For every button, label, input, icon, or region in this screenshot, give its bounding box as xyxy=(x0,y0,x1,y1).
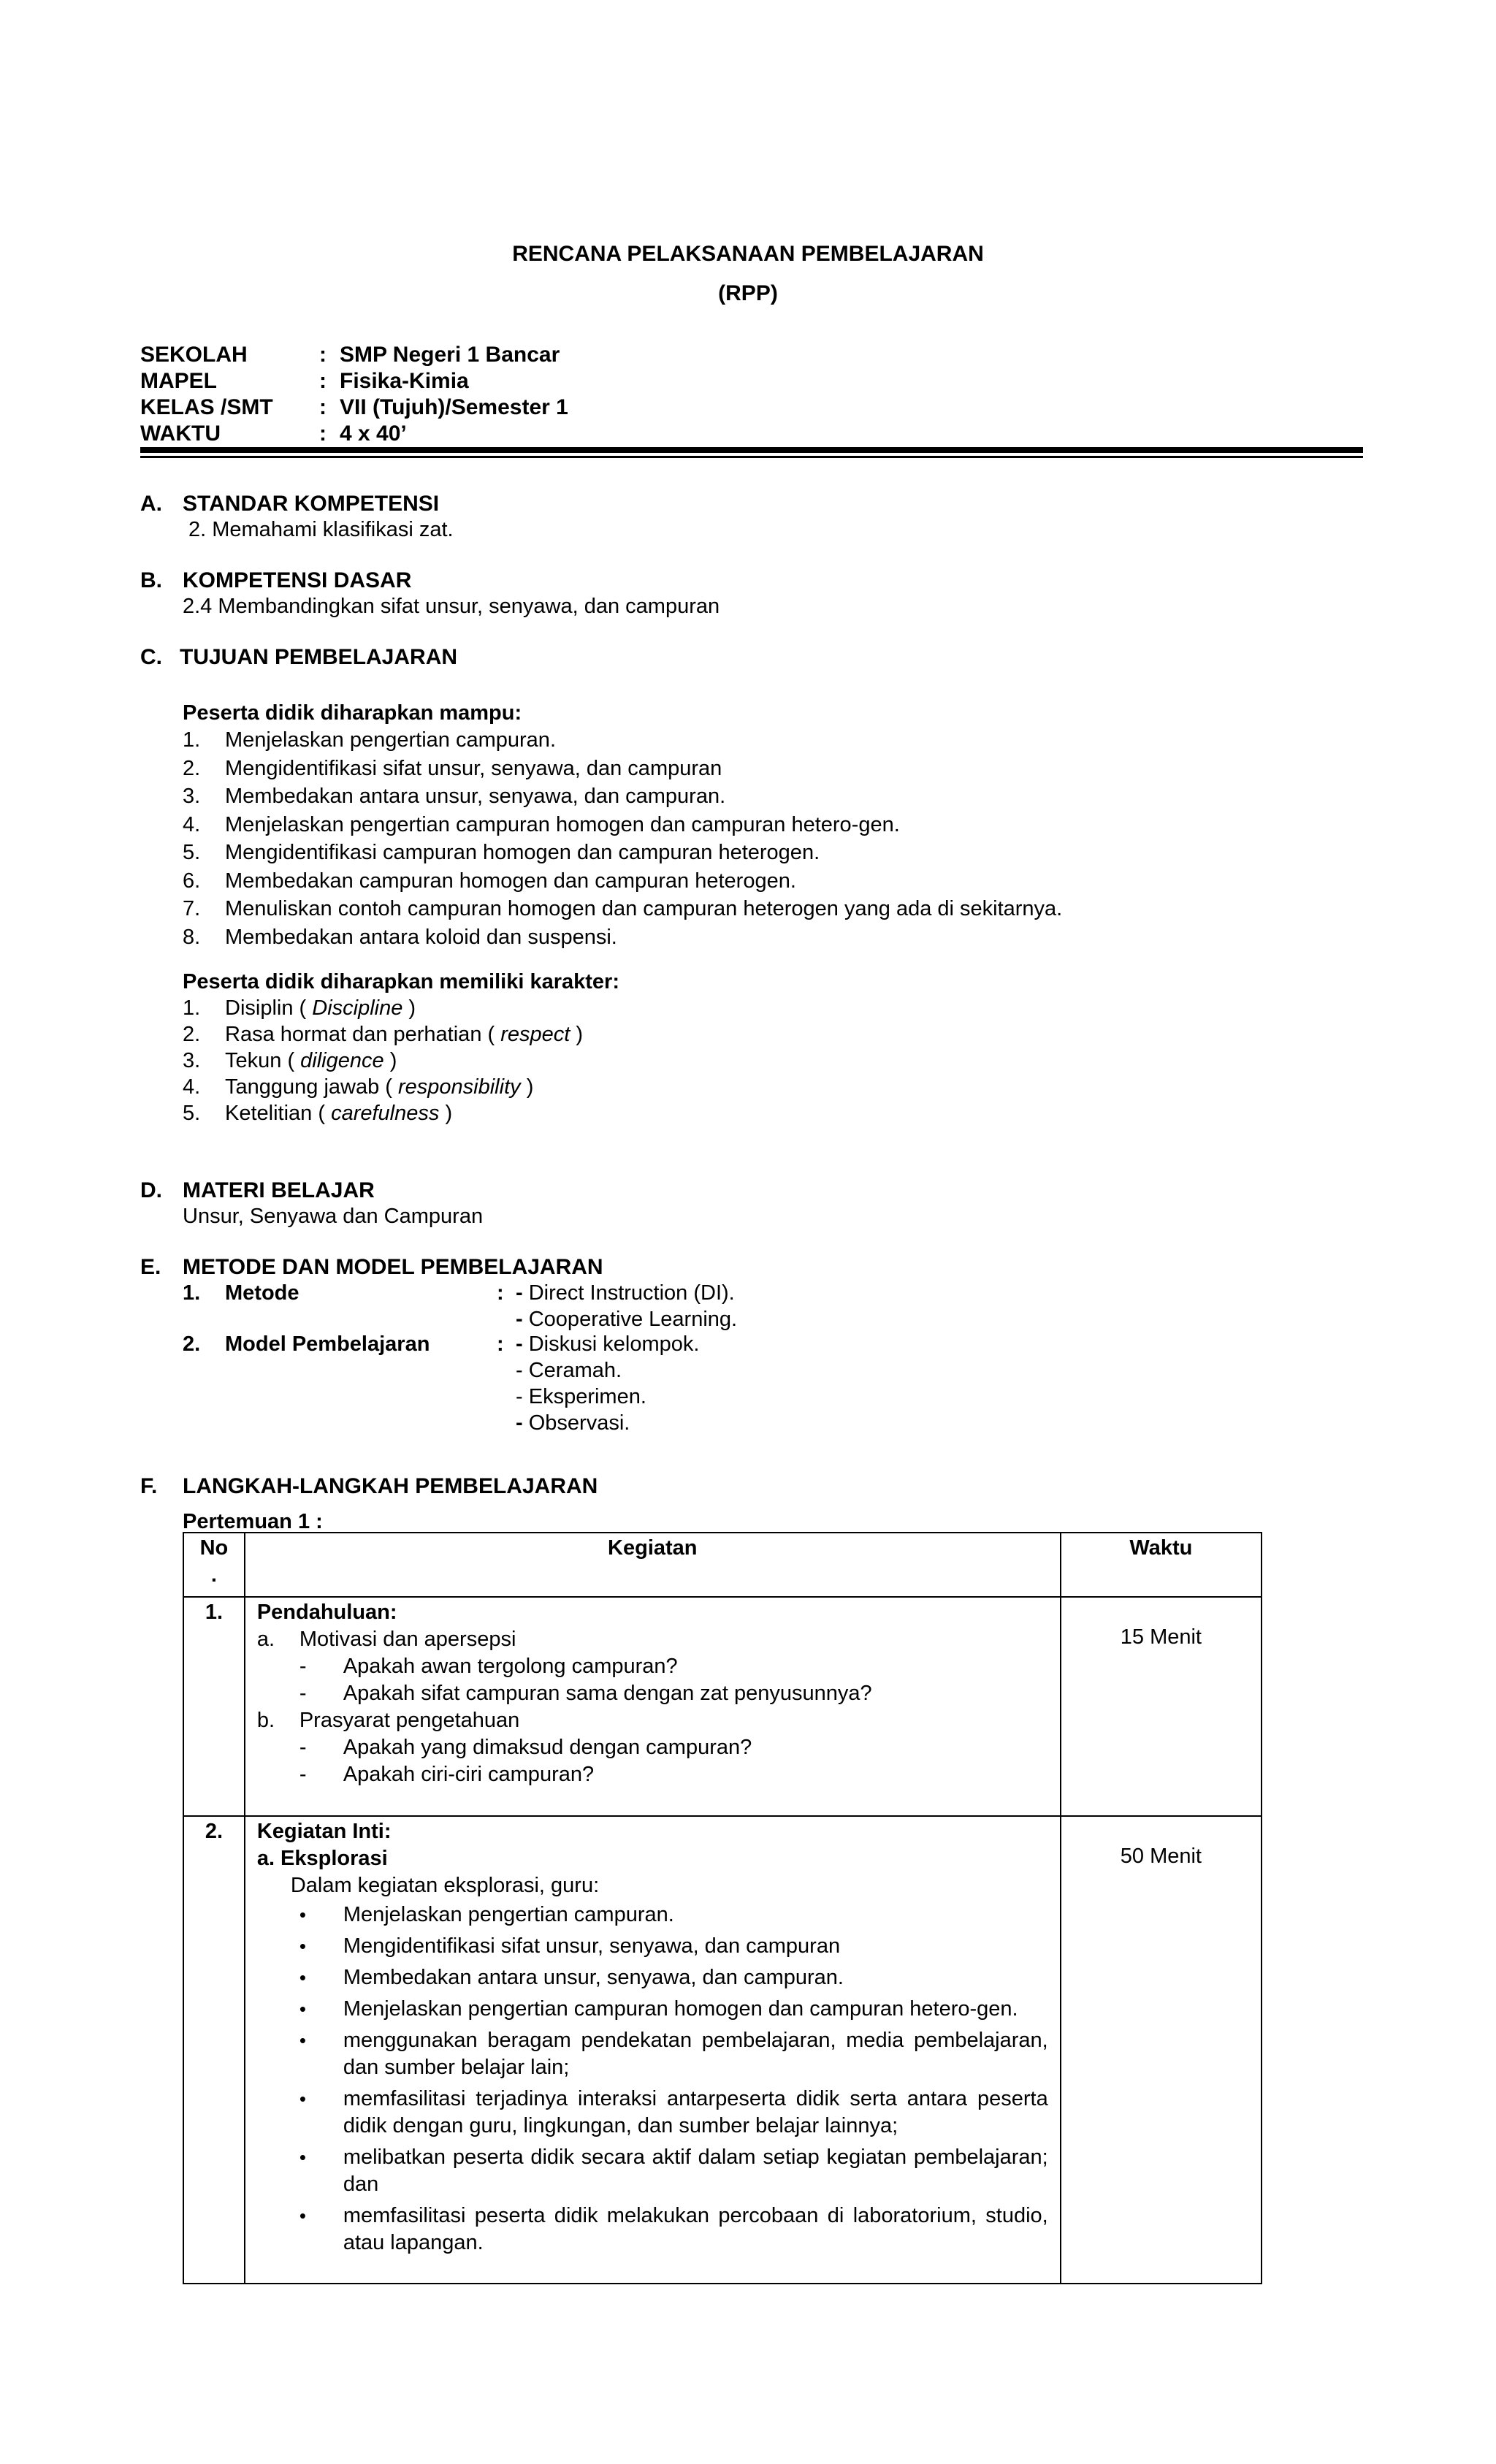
section-c-heading: C. TUJUAN PEMBELAJARAN xyxy=(140,645,458,669)
duration-label: 15 Menit xyxy=(1120,1625,1202,1649)
section-b-item: 2.4 Membandingkan sifat unsur, senyawa, dan campuran xyxy=(183,595,720,618)
list-item: 8. Membedakan antara koloid dan suspensi. xyxy=(183,925,617,949)
row-title: Pendahuluan: xyxy=(256,1601,397,1624)
list-item: - Ceramah. xyxy=(516,1359,622,1382)
row-title: Kegiatan Inti: xyxy=(256,1820,392,1843)
identity-block xyxy=(140,342,568,447)
list-item: 3. Tekun ( diligence ) xyxy=(183,1049,397,1072)
section-a-heading: A. STANDAR KOMPETENSI xyxy=(140,492,440,516)
section-d-item: Unsur, Senyawa dan Campuran xyxy=(183,1205,484,1228)
list-item: b. Prasyarat pengetahuan xyxy=(256,1709,520,1732)
document-subtitle: (RPP) xyxy=(718,281,778,305)
sub-heading: a. Eksplorasi xyxy=(256,1847,388,1870)
list-item: 4. Tanggung jawab ( responsibility ) xyxy=(183,1075,534,1099)
characters-list xyxy=(183,995,583,1126)
model-list xyxy=(516,1331,699,1436)
list-item: 2. Mengidentifikasi sifat unsur, senyawa, dan campuran xyxy=(183,756,722,780)
table-row xyxy=(183,1816,1262,2284)
learning-steps-table xyxy=(183,1532,1262,2284)
metode-list xyxy=(516,1280,737,1332)
list-item: 1. Disiplin ( Discipline ) xyxy=(183,996,416,1020)
identity-row: WAKTU : 4 x 40’ xyxy=(140,422,407,446)
header-no: No . xyxy=(183,1533,245,1597)
header-waktu: Waktu xyxy=(1061,1533,1262,1597)
section-e-heading: E. METODE DAN MODEL PEMBELAJARAN xyxy=(140,1255,603,1279)
list-item: • Membedakan antara unsur, senyawa, dan campuran. xyxy=(299,1966,844,1989)
identity-row: KELAS /SMT : VII (Tujuh)/Semester 1 xyxy=(140,395,568,419)
meeting-label: Pertemuan 1 : xyxy=(183,1510,323,1533)
list-item: - Observasi. xyxy=(516,1411,630,1435)
list-item: - Apakah ciri-ciri campuran? xyxy=(299,1763,595,1786)
duration-label: 50 Menit xyxy=(1120,1845,1202,1868)
list-item: • menggunakan beragam pendekatan pembelajaran, media pembelajaran, dan sumber belajar lain; xyxy=(299,2029,1048,2079)
characters-intro: Peserta didik diharapkan memiliki karakter: xyxy=(183,970,619,993)
list-item: 5. Ketelitian ( carefulness ) xyxy=(183,1102,453,1125)
list-item: 4. Menjelaskan pengertian campuran homogen dan campuran hetero-gen. xyxy=(183,812,900,836)
list-item: • memfasilitasi terjadinya interaksi antarpeserta didik serta antara peserta didik dengan guru, lingkungan, dan sumber belajar lainnya; xyxy=(299,2087,1048,2137)
list-item: - Apakah awan tergolong campuran? xyxy=(299,1655,678,1678)
list-item: - Apakah yang dimaksud dengan campuran? xyxy=(299,1736,752,1759)
intro-text: Dalam kegiatan eksplorasi, guru: xyxy=(290,1874,600,1897)
goals-list xyxy=(183,726,1062,951)
goals-intro: Peserta didik diharapkan mampu: xyxy=(183,701,522,725)
section-b-heading: B. KOMPETENSI DASAR xyxy=(140,568,412,592)
header-kegiatan: Kegiatan xyxy=(245,1533,1061,1597)
model-colon: : xyxy=(497,1332,504,1356)
divider-thick xyxy=(140,447,1363,453)
model-label: 2. Model Pembelajaran xyxy=(183,1332,430,1356)
section-d-heading: D. MATERI BELAJAR xyxy=(140,1178,375,1202)
list-item: • memfasilitasi peserta didik melakukan percobaan di laboratorium, studio, atau lapangan. xyxy=(299,2204,1048,2254)
section-f-heading: F. LANGKAH-LANGKAH PEMBELAJARAN xyxy=(140,1474,598,1498)
table-row xyxy=(183,1597,1262,1816)
divider-thin xyxy=(140,456,1363,458)
list-item: - Apakah sifat campuran sama dengan zat penyusunnya? xyxy=(299,1682,872,1705)
list-item: • Menjelaskan pengertian campuran. xyxy=(299,1903,674,1926)
table-header-row xyxy=(183,1533,1262,1597)
identity-row: MAPEL : Fisika-Kimia xyxy=(140,369,469,393)
row-number: 1. xyxy=(205,1601,223,1624)
list-item: 2. Rasa hormat dan perhatian ( respect ) xyxy=(183,1023,584,1046)
metode-colon: : xyxy=(497,1281,504,1305)
row-number: 2. xyxy=(205,1820,223,1843)
list-item: • melibatkan peserta didik secara aktif dalam setiap kegiatan pembelajaran; dan xyxy=(299,2145,1048,2196)
list-item: • Mengidentifikasi sifat unsur, senyawa, dan campuran xyxy=(299,1934,841,1958)
document-title: RENCANA PELAKSANAAN PEMBELAJARAN xyxy=(512,242,984,266)
list-item: 5. Mengidentifikasi campuran homogen dan campuran heterogen. xyxy=(183,841,820,864)
list-item: • Menjelaskan pengertian campuran homogen dan campuran hetero-gen. xyxy=(299,1997,1018,2021)
list-item: - Direct Instruction (DI). xyxy=(516,1281,735,1305)
list-item: - Eksperimen. xyxy=(516,1385,646,1408)
metode-label: 1. Metode xyxy=(183,1281,299,1305)
list-item: 3. Membedakan antara unsur, senyawa, dan campuran. xyxy=(183,785,726,808)
list-item: - Diskusi kelompok. xyxy=(516,1332,700,1356)
section-a-item: 2. Memahami klasifikasi zat. xyxy=(188,518,454,541)
list-item: a. Motivasi dan apersepsi xyxy=(256,1628,516,1651)
list-item: 6. Membedakan campuran homogen dan campuran heterogen. xyxy=(183,869,796,893)
list-item: - Cooperative Learning. xyxy=(516,1308,738,1331)
identity-row: SEKOLAH : SMP Negeri 1 Bancar xyxy=(140,343,560,367)
list-item: 1. Menjelaskan pengertian campuran. xyxy=(183,728,556,752)
list-item: 7. Menuliskan contoh campuran homogen dan campuran heterogen yang ada di sekitarnya. xyxy=(183,897,1063,920)
